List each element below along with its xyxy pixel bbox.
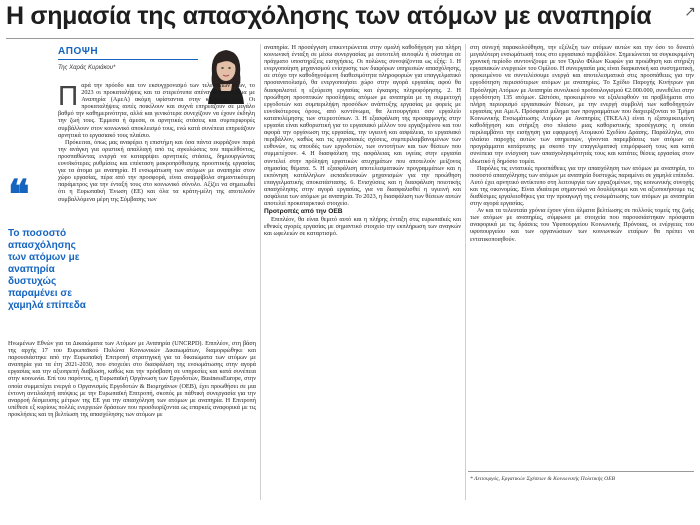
column-divider	[465, 44, 466, 500]
column-divider	[260, 44, 261, 500]
drop-cap: Π	[58, 82, 79, 111]
author-footnote: * Λειτουργός, Εργατικών Σχέσεων & Κοινωνικής Πολιτικής ΟΕΒ	[470, 476, 616, 482]
subheading: Προτροπές από την ΟΕΒ	[264, 208, 343, 216]
column-3	[470, 44, 694, 468]
quote-icon: ❝	[8, 171, 30, 218]
column-1-top	[58, 82, 255, 337]
column-2	[264, 44, 461, 500]
byline: Της Χαράς Κυριάκου*	[58, 65, 116, 71]
footnote-divider	[468, 471, 694, 472]
pull-quote-text: Το ποσοστό απασχόλησης των ατόμων με αναπηρία δυστυχώς παραμένει σε χαμηλά επίπεδα	[8, 228, 86, 311]
body-paragraph: Παρά την πρόοδο και τον εκσυγχρονισμό των τελευταίων ετών, το 2023 οι προκαταλήψεις και τα στερεότυπα απέναντι στα Άτομα με Αναπηρία (ΑμεΑ) ακόμη υφίστανται στην κοινωνία μας. Οι προκαταλήψεις αυτές ποικίλουν και συχνά επηρεάζουν σε μεγάλο βαθμό την καθημερινότητα, αλλά και γενικότερα συνεχίζουν να έχουν έκδηλη την ζωή τους. Έμμεσα ή άμεσα, οι αρνητικές στάσεις και συμπεριφορές συμβάλλουν στον κοινωνικό αποκλεισμό τους, ενώ κατά συνέπεια επηρεάζουν αρνητικά το εργασιακό τους πλαίσιο.	[58, 82, 255, 139]
headline-divider	[6, 38, 694, 39]
body-paragraph: αναπηρία. Η προσέγγιση επικεντρώνεται στην ομαλή καθοδήγηση για πλήρη κοινωνική ένταξη σε μέσω συνεργασίας με αυτοτελή αυτοφίλι ή σύστημα σε πράγματο υποστηρίξεις εισηγήσεις. Οι πυλώνες συνοψίζονται ως εξής: 1. Η ενεργοποίηση μηχανισμού ενίσχυσης των διαφόρων υπηρεσιών απασχόλησης, σε στόχο την καθοδηγούμενη διαθεσιμότητα πληροφοριών για επαγγελματικό προσανατολισμό, θα ενεργοποιήσει χώρο στην αγορά εργασίας αφού θα διασφαλιστεί η εξεύρεση εργασίας και έγκαιρης πληροφόρησης. 2. Η προώθηση προοπτικών προσλήψεις ατόμων με αναπηρία με τη συμμετοχή εργοδοτών και συμπεριλήψη προσόδων ανάπτυξης εργασίας με φορείς με ευνοϊκότερους όρους, από κοντύνωμα, θα λειτουργήσει σαν εργαλείο καταπολέμησης των στερεοτύπων. 3. Η εξασφάλιση της προσαρμογής στην εργασία είναι καθοριστική για το εργασιακό μέλλον του εργαζομένου και του αφορά την οργάνωση της εργασίας, την υγιεινή και ασφάλεια, το εργασιακό περιβάλλον, καθώς και τις εργασιακές σχέσεις, συμπεριλαμβανομένων των ευθυνών, τις σπουδές των εργοδοτών, των οντοτήτων και των θέσεων που συμμετέχουν. 4. Η διασφάλιση της ασφάλειας και υγείας στην εργασία συντελεί στην πρόληψη εργατικών ατυχημάτων που αποτελούν μείζονος σημασίας θέματα. 5. Η εξασφάλιση αποτελεσματικών προγραμμάτων και η εκπόνηση κατάλληλων εκπαιδευτικών μηχανισμών για την προώθηση επαγγελματικής αποκατάστασης. 6. Ενισχύσεις και η διασφάλιση ποιοτικής απασχόλησης στην αγορά εργασίας, για να διασφαλισθεί η υγιεινή και ασφάλεια των ατόμων με αναπηρία. Το 2023, η διασφάλιση των θέσεων αυτών αποτελεί προκαταρκτικό στοιχείο.	[264, 44, 461, 208]
section-divider	[58, 59, 204, 60]
section-label: ΑΠΟΨΗ	[58, 46, 99, 57]
body-paragraph: στη συνεχή παρακολούθηση, την εξέλιξη των ατόμων αυτών και την όσο το δυνατό μεγαλύτερη ενσωμάτωσή τους στο εργασιακό περιβάλλον. Σημειώνεται τα συγκεκριμένη χρονική περίοδο συντονίζουμε με τον Όμιλο Φίλων Κωφών για προώθηση και στήριξη εργασιακών ενεργειών του Ομίλου. Η συνεργασία μας είναι διαρκανική και συστηματική, προκειμένου να συντελέσουμε ενεργά και αποτελεσματικά στις προσπάθειες για την εργοδότηση περισσότερων ατόμων με αναπηρίες. Το Σχέδιο Παροχής Κινήτρων για Πρόσληψη Ατόμων με Αναπηρία συνολικού προϋπολογισμού €2.000.000, συνεθέλει στην εργοδότηση 135 ατόμων. Ωστόσο, προκειμένου να εξαλειφθούν τα προβλήματα στο πλήρη περιορισμό εργασιακών θέσεων, με την ενεργή συμβολή των καθοδηγητών εργασίας για ΑμεΑ. Πρόσφατα μέλημα των προγραμμάτων που διαχειρίζονται το Τμήμα Κοινωνικής Ενσωμάτωσης Ατόμων με Αναπηρίες (ΤΚΕΑΑ) είναι η εξατομικευμένη καθοδήγηση και στήριξη στο πλαίσιο μιας καθοριστικής προσέγγισης η οποία περιλαμβάνει την εισήγηση για εφαρμογή Ατομικού Σχεδίου Δράσης. Παράλληλα, στο πλαίσιο παροχής αυτών των υπηρεσιών, γίνονται παρεμβάσεις των ατόμων σε προγράμματα κατάρτισης με σκοπό την επαγγελματική επιμόρφωσή τους και κατά συνέπεια την ενίσχυση των απασχολησιμότητάς τους και κατάτες θέσεις εργασίας στον ιδιωτικό ή δημόσιο τομέα.	[470, 44, 694, 165]
body-paragraph: Πρόκειται, όπως μας αναφέρει η επιστήμη και όσα πάντα εκφράζουν παρά την ανάγκη για οριστική απαλλαγή από τις αγκυλώσεις του παρελθόντος, προσπαθώντας ενεργά να καταρρίψει αρνητικές στάσεις, δημιουργώντας ευνοϊκότερες ρυθμίσεις και επέκταση μακροπρόθεσμης προοπτικής εργασίας για τα άτομα με αναπηρία. Η ενσωμάτωση των ατόμων με αναπηρία στον χώρο εργασίας, πέρα από την προσφορά, είναι αναμφίβολα σημαντικότερη παράμετρος για την ένταξή τους στο κοινωνικό σύνολο. Αξίζει να σημειωθεί ότι η Ευρωπαϊκή Ένωση (ΕΕ) και όλα τα κράτη-μέλη της αποτελούν συμβαλλόμενα μέρη της Σύμβασης των	[58, 138, 255, 203]
body-paragraph: Αν και τα τελευταία χρόνια έχουν γίνει άλματα βελτίωσης σε πολλούς τομείς της ζωής των ατόμων με αναπηρίες, σύμφωνα με στοιχεία που παρουσιάστηκαν πρόσφατα αναφορικά με τις δράσεις του Υφυπουργείου Κοινωνικής Πρόνοιας, οι ενέργειες του υφυπουργείου και των οργανώσεων των κοινωνικών εταίρων θα πρέπει να εντατικοποιηθούν.	[470, 207, 694, 243]
body-paragraph: Ηνωμένων Εθνών για τα Δικαιώματα των Ατόμων με Αναπηρία (UNCRPD). Επιπλέον, στη βάση της αρχής 17 του Ευρωπαϊκού Πυλώνα Κοινωνικών Δικαιωμάτων, διαμορφώθηκε και παρουσιάστηκε από την Ευρωπαϊκή Επιτροπή στρατηγική για τα δικαιώματα των ατόμων με αναπηρία για τα έτη 2021-2030, που στοχεύει στο διασφάλιση της ενσωμάτωσης στην αγορά εργασίας και την αξιοπρεπή διαβίωση, καθώς και την πρόσβαση σε υπηρεσίες και κατά συνέπεια στην κοινωνία. Επί του παρόντος, η Ευρωπαϊκή Οργάνωση των Εργοδοτών, BusinessEurope, στην οποία συμμετέχει ενεργά ο Οργανισμός Εργοδοτών & Βιομηχάνων (ΟΕΒ), έχει προωθήσει σε μια έντονη αντιλαλητή απόψεις με την Ευρωπαϊκή Επιτροπή, σκοπός με πάθτική συνεργασία για την αναρροή δέσμευσης μέτρων της ΕΕ για την απασχόληση των ατόμων με αναπηρία. Η Επιτροπή υπέθεσε εξ κυρίους πολλές ενεργειών δράσεων που προσδιορίζονται ως επαρκείς αναφορικά με τις προκλήσεις και τη βελτίωση της απασχόλησης των ατόμων με	[8, 340, 256, 418]
body-paragraph: Παρόλες τις εντατικές προσπάθειες για την απασχόληση των ατόμων με αναπηρία, το ποσοστό απασχόλησης των ατόμων με αναπηρία δυστυχώς παραμένει σε χαμηλά επίπεδα. Αυτό έχει αρνητικό αντίκτυπο στη λειτουργία των εργαζομένων, της κοινωνικής συνοχής και της οικονομίας. Είναι ιδιαίτερα σημαντικό να δουλέψουμε και να αξιοποιήσουμε τις διαθέσιμες εργαλειοθήκες για την προαγωγή της ενσωμάτωσης των ατόμων με αναπηρία στην αγορά εργασίας.	[470, 164, 694, 208]
headline: Η σημασία της απασχόλησης των ατόμων με αναπηρία	[6, 2, 652, 30]
column-1-bottom	[8, 340, 256, 498]
corner-arrow-icon[interactable]: ↗	[684, 4, 696, 20]
body-paragraph: Επιπλέον, θα είναι θεμιτό αυτό και η πλήρης ένταξη στις ευρωπαϊκές και εθνικές αγορές εργασίας με σημαντικό στοιχείο την εκπλήρωση των αναγκών και ωφελειών σε καταρτισμό.	[264, 216, 461, 238]
